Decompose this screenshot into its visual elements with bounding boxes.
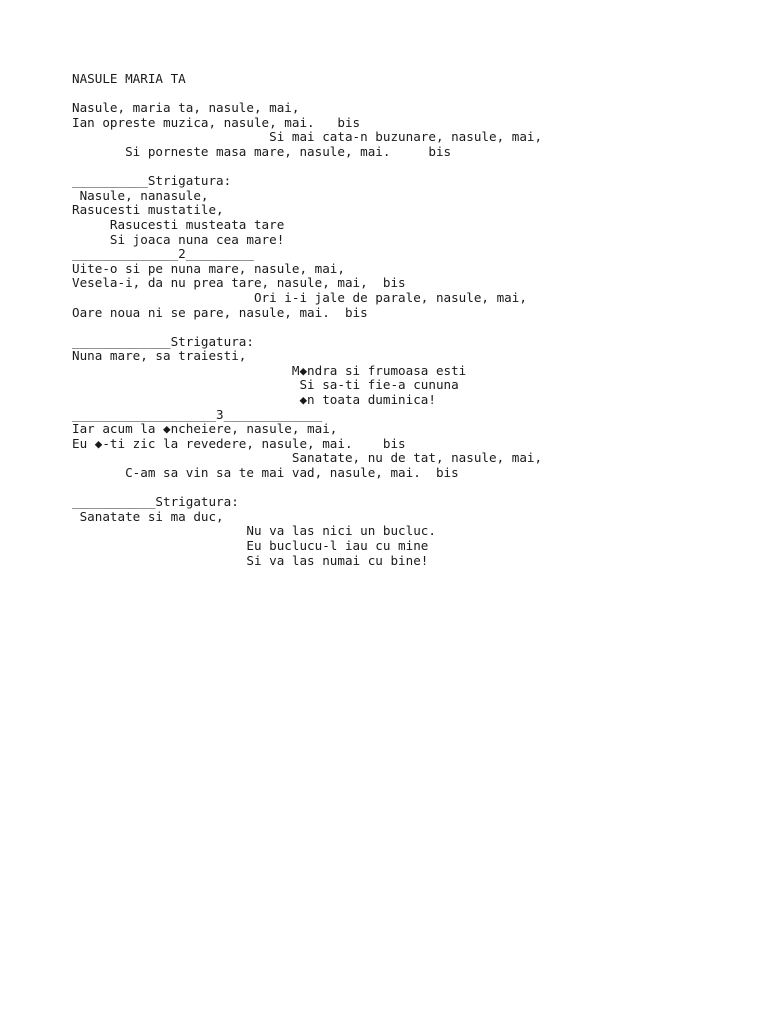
strigatura-line: Nuna mare, sa traiesti, bbox=[72, 348, 247, 364]
section-divider: ______________2_________ bbox=[72, 246, 254, 262]
strigatura-heading: ___________Strigatura: bbox=[72, 494, 239, 510]
verse-line: Iar acum la ◆ncheiere, nasule, mai, bbox=[72, 421, 338, 437]
verse-line: Ian opreste muzica, nasule, mai. bis bbox=[72, 114, 361, 130]
verse-line: Uite-o si pe nuna mare, nasule, mai, bbox=[72, 260, 345, 276]
verse-line: Ori i-i jale de parale, nasule, mai, bbox=[72, 289, 527, 305]
verse-line: Nasule, maria ta, nasule, mai, bbox=[72, 100, 300, 116]
section-divider: ___________________3_____________ bbox=[72, 406, 323, 422]
blank-line bbox=[72, 481, 752, 496]
strigatura-line: Eu buclucu-l iau cu mine bbox=[72, 538, 429, 553]
verse-line: Eu ◆-ti zic la revedere, nasule, mai. bis bbox=[72, 435, 406, 451]
blank-line bbox=[72, 160, 752, 175]
verse-line: Si mai cata-n buzunare, nasule, mai, bbox=[72, 129, 543, 145]
document-title: NASULE MARIA TA bbox=[72, 71, 186, 86]
document-page bbox=[72, 72, 752, 568]
blank-line bbox=[72, 320, 752, 335]
strigatura-heading: __________Strigatura: bbox=[72, 173, 232, 189]
strigatura-line: Sanatate si ma duc, bbox=[72, 508, 224, 524]
blank-line bbox=[72, 87, 752, 102]
strigatura-heading: _____________Strigatura: bbox=[72, 333, 254, 349]
strigatura-line: Rasucesti mustatile, bbox=[72, 202, 224, 218]
strigatura-line: Nu va las nici un bucluc. bbox=[72, 523, 436, 539]
verse-line: Sanatate, nu de tat, nasule, mai, bbox=[72, 450, 543, 466]
strigatura-line: Si joaca nuna cea mare! bbox=[72, 231, 285, 247]
strigatura-line: M◆ndra si frumoasa esti bbox=[72, 362, 467, 378]
verse-line: Si porneste masa mare, nasule, mai. bis bbox=[72, 143, 452, 159]
strigatura-line: Nasule, nanasule, bbox=[72, 187, 209, 203]
strigatura-line: Si va las numai cu bine! bbox=[72, 552, 429, 568]
verse-line: Oare noua ni se pare, nasule, mai. bis bbox=[72, 304, 368, 320]
strigatura-line: ◆n toata duminica! bbox=[72, 392, 436, 408]
strigatura-line: Si sa-ti fie-a cununa bbox=[72, 377, 459, 393]
strigatura-line: Rasucesti musteata tare bbox=[72, 216, 285, 232]
verse-line: Vesela-i, da nu prea tare, nasule, mai, bis bbox=[72, 275, 406, 291]
verse-line: C-am sa vin sa te mai vad, nasule, mai. bis bbox=[72, 465, 459, 481]
